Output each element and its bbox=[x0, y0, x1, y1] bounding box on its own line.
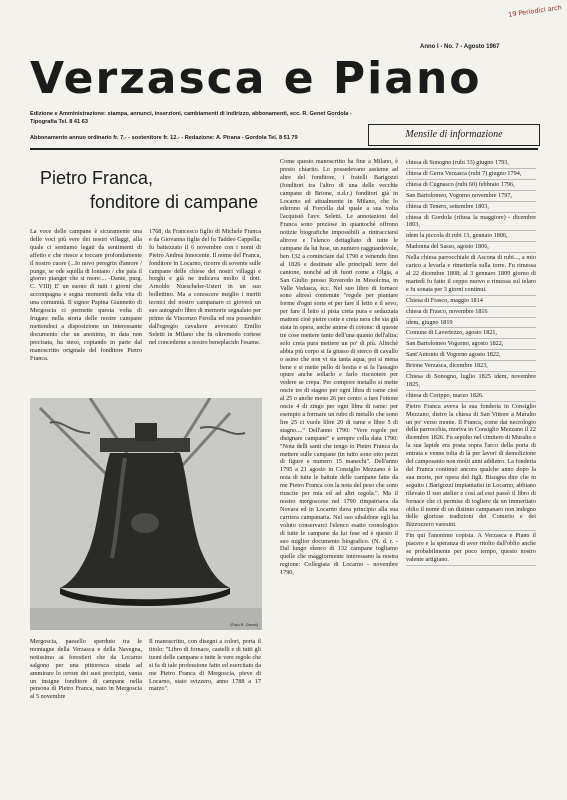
article-subtitle: fonditore di campane bbox=[90, 192, 259, 212]
article-column-6: Il manoscritto, con disegni a colori, porta il titolo: "Libro di fornace, castelli e di tutti gli tuoni delle campane e tutte le vere regole che si fa di tale professione fatto ed esercitato da me Pietro Franca di Mergoscia, pieve di Locarno, stato svizzero, anno 1788 a 17 marzo". bbox=[149, 638, 262, 693]
article-column-4 bbox=[406, 158, 536, 566]
bell-entry: San Bartolomeo, Vogorno novembre 1797, bbox=[406, 191, 536, 202]
article-column-5: Mergoscia, paesello sperduto tra le montagne della Verzasca e della Navegna, notissimo ai forestieri che da Locarno salgono per una pittoresca strada ad ammirare lo orrore dei suoi precipizi, vanta un insigne fonditore di campane nella persona di Pietro Franca, nato in Mergoscia al 5 novembre bbox=[30, 638, 142, 701]
bell-entry: chiesa di Cugnasco (rubi 60) febbraio 1796, bbox=[406, 180, 536, 191]
article-column-2: 1768, da Francesco figlio di Michele Franca e da Giovanna figlia del fu Taddeo Cappella; fu battezzato il 6 novembre con i nomi di Pietro Andrea Innocente. Il nome del Franca, fonditore in Locarno, ricorre di sovente sulle campane delle chiese dei nostri villaggi e borghi e già ne indicava molto il dott. Arnoldo Nuescheler-Usteri in un suo bollettino. Ma a conoscere meglio i meriti tecnici del nostro campanaro ci gioverà un suo autografo libro di memorie segnalato per primo da Vincenzo Ferolla ed ora posseduto dall'egregio cavaliere avvocato Emilio Seletti in Milano che fu oltremodo cortese nel concederne a nostro beneplacido l'esame. bbox=[149, 228, 261, 346]
bell-entry: chiesa di Tenero, settembre 1803, bbox=[406, 202, 536, 213]
bell-entry: idem la piccola di rubi 13, gennaio 1806, bbox=[406, 231, 536, 242]
bell-entry: Pietro Franca aveva la sua fonderia in Consiglio Mezzano, dietro la chiesa di San Vittore a Muralto un po' verso monte. Il Franca, come dai necrologio della parrocchia, moriva in Consiglio Mezzano il 22 dicembre 1826. Fu sepolto nel cimitero di Muralto e la sua lapide era posta sopra l'arco della porta di entrata e venne tolta di là per lavori di demolizione del camposanto non molti anni addietro. La fonderia del Franca continuò ancora qualche anno dopo la sua morte, per opera del figli. Bisogna dire che in seguito i Barigozzi impiantatisi in Locarno, abbiano rilevato il suo atelier e così ad essi passò il libro di fornace che ci permise di togliere da un immeritato oblio il nome di un distinto campanaro non indegno delle gloriose tradizioni dei Comerio e dei Bizzozzero varesini. bbox=[406, 402, 536, 532]
bell-entry: Madonna del Sasso, agosto 1806, bbox=[406, 242, 536, 253]
bell-entry: chiesa di Frasco, novembre 1816 bbox=[406, 307, 536, 318]
photo-caption: (Foto R. Genet) bbox=[230, 622, 258, 627]
mensile-box: Mensile di informazione bbox=[368, 124, 540, 146]
issue-line: Anno I - No. 7 - Agosto 1967 bbox=[420, 44, 500, 50]
bell-entry: San Bartolomeo Vogorno, agosto 1822, bbox=[406, 339, 536, 350]
masthead-title: Verzasca e Piano bbox=[30, 53, 482, 104]
bell-illustration bbox=[30, 398, 262, 630]
article-title: Pietro Franca, bbox=[40, 168, 154, 188]
bell-entry: Brione Verzasca, dicembre 1823, bbox=[406, 361, 536, 372]
bell-entry: chiesa di Corippo, marzo 1826. bbox=[406, 391, 536, 402]
bell-entry: Comune di Lavertezzo, agosto 1821, bbox=[406, 328, 536, 339]
bell-entry: Chiesa di Frasco, maggio 1814 bbox=[406, 296, 536, 307]
archive-stamp: 19 Periodici arch bbox=[507, 3, 563, 19]
bell-entry: Chiesa di Sonogno, luglio 1825 idem, novembre 1825, bbox=[406, 372, 536, 391]
article-column-3: Come questo manoscritto ha fine a Milano, è presto chiarito. Lo possedevano assieme ad altre del fonditore, i fratelli Barigozzi (fonditori tra l'altro di una delle vecchie campane di Brione, n.d.r.) fonditori già in Locarno ed attualmente in Milano, che lo ederono al Forcella dal quale a sua volta l'acquistò l'avv. Seletti. Le annotazioni del Franca sono preziose in quantoché offrono notizie biografiche impossibili a rintracciarsi altrove e l'elenco dettagliato di tutte le campane da lui fuse, un numero ragguardevole, ben 132 a cominciare dal 1790 e venendo fino al 1826 e destinate alle principali terre del cantone, nonché ad di fuori come a Olgia, a San Giulio presso Roveredo in Mesolcina, in Valle Vedasca, ecc. Nel suo libro di fornace sono altresì contenute "regole per piantare forme d'ogni sorte et per fare il letto e il sevo; per fare il letto si pista creta pura e sedazzata mattoni cioè pietre cotte e creta nera che sia già stata in opera, anche anime di cotone: di queste tre cose mettere tanto dell'una quanto dell'altra; solo creta pura mettere un po' di più. Alinchè abbia più corpo si fa giusso di sterco di cavallo o asino che non vi sia tanta aqua, poi si mena bene e si mette pello di bestia e si fa l'assagio opure anche sollarlo e farlo riscuotere per vedere se crepa. Per compore metallo si mette oncie tre di stagno per ogni libra di rame cioè al 25 o anche meno 26 per cento: a fare l'ottone oncie 4 di zingo per ogni libra di rame: per esempio a formare un rubo di metallo che sono lire 25 ci vuole libre 20 di rame e libre 5 di stagno...." Dell'anno 1790: "Vere regole per disignare campane" e sempre colla data 1790: "Nota delli santi che tengo io Pietro Franca da mettere sulle campane (in tutto sono otto pezzi di figure e numero 15 manechi". Dell'anno 1795 a 21 agosto in Consiglio Mezzano è la nota di tutte le battute delle campane fatte da me Pietro Franca con la nota del peso che sono riuscite per mia ed ad altri regola.". Ma il nostro mergoscese nel 1790 rimpatriava da Novara ed in Locarno dava principio alla sua carriera campanaria. Nel suo sibaldone egli ha voluto conservarci l'elenco esatto cronologico di tutte le campane da lui fuse ed è questo il suo miglior documento biografico. (N. d. r. - Dal lungo elenco di 132 campane togliamo quelle che maggiormente interessano la nostra regione: Collegiata di Locarno - novembre 1790, bbox=[280, 158, 398, 577]
masthead-rule bbox=[30, 148, 538, 150]
bell-entry: Nella chiesa parrocchiale di Ascona di rubi..., a mio carico a levarla e rimetterla sulla torre. Fu rimessa al 22 dicembre 1808; al 3 gennaro 1809 giorno di martedì fu fatto il ceppo nuovo e rimessa sul telaro e fu sonata per 3 giorni continui. bbox=[406, 253, 536, 296]
bell-photo bbox=[30, 398, 262, 630]
bell-entry: Sant'Antonio di Vogorno agosto 1822, bbox=[406, 350, 536, 361]
bell-entry: chiesa di Sonogno (rubi 33) giugno 1793, bbox=[406, 158, 536, 169]
article-column-1: La voce delle campane è sicuramente una delle voci più vere dei nostri villaggi, alla quale ci sentiamo legati da sentimenti di affetto e che riesce a toccare profondamente il nostro cuore (...Io novo peregrin d'amore / punge, se ode squilla di lontano / che paia il giorno pianger che si more:... -Dante, purg. C. VIII) E' un suono di tutti i giorni che accompagna e segna momenti della vita di una comunità. Il signor Papina Giannetto di Mergoscia ci permette questa volta di frugare nella storia delle nostre campane mettendoci a disposizione un interessante documento che un anonimo, in data non precisata, ha steso, copiando in parte dal manoscritto originale del fonditore Pietro Franca. bbox=[30, 228, 142, 362]
subscription-line: Abbonamento annuo ordinario fr. 7.- - sostenitore fr. 12.- - Redazione: A. Pirana - Gordola Tel. 8 51 79 bbox=[30, 135, 298, 141]
bell-entry: idem, giugno 1819 bbox=[406, 318, 536, 329]
bell-entry: chiesa di Gordola (rifusa la maggiore) - dicembre 1803, bbox=[406, 213, 536, 232]
bell-entry: chiesa di Gerra Verzasca (rubi 7) giugno 1794, bbox=[406, 169, 536, 180]
admin-line: Edizione e Amministrazione: stampa, annunci, inserzioni, cambiamenti di indirizzo, abbonamenti, ecc. R. Genet Gordola - Tipografia Tel. 8 41 63 bbox=[30, 111, 352, 125]
bell-entry: Fin qui l'anonimo copista. A Verzasca e Piano il piacere e la speranza di aver ritolto dall'oblio anche se probabilmente per poco tempo, questo nostro valente artigiano. bbox=[406, 531, 536, 566]
